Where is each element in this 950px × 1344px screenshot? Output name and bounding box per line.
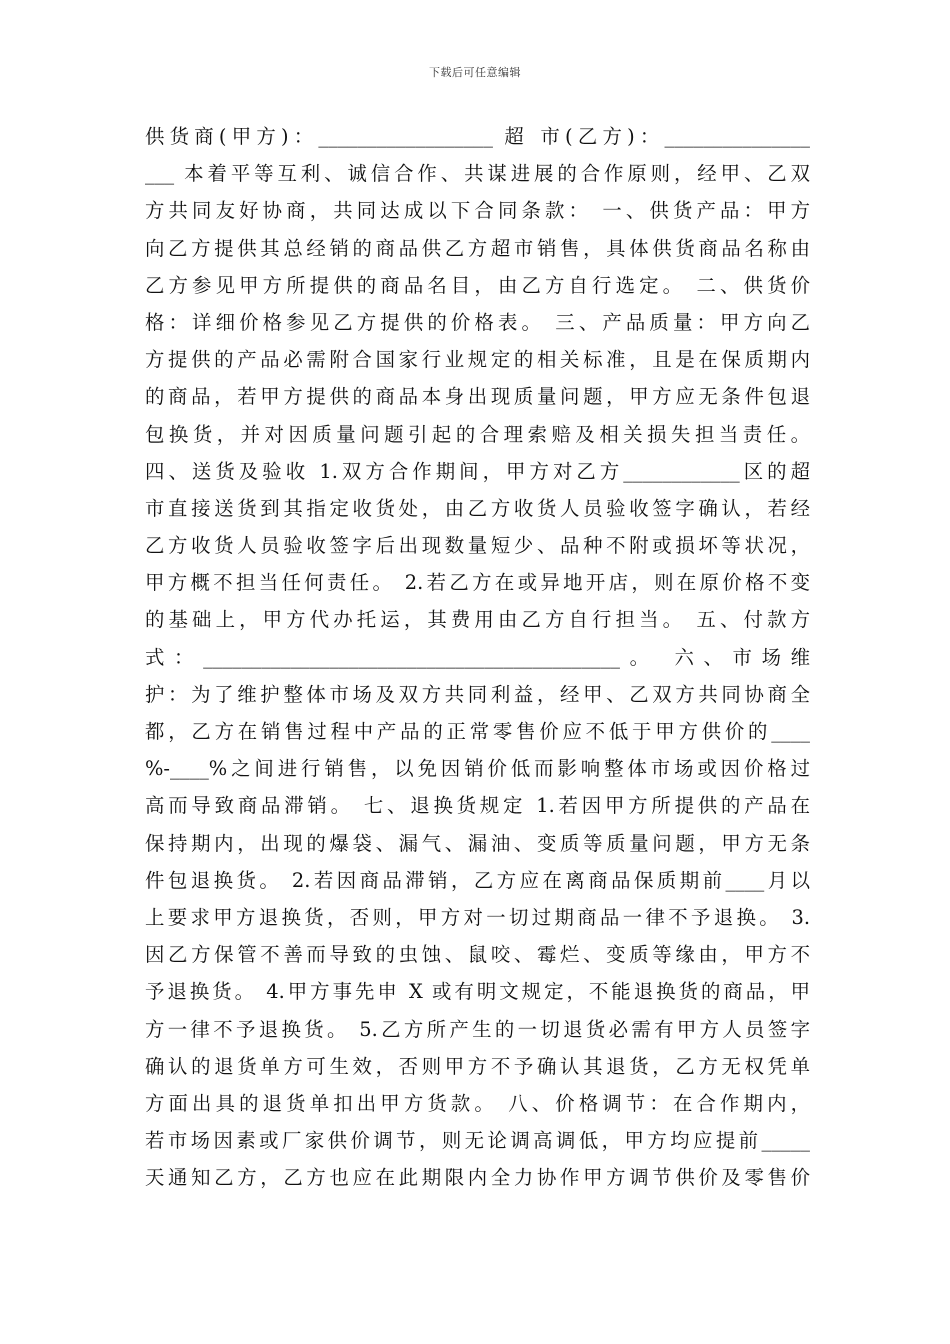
body-line: 都，乙方在销售过程中产品的正常零售价应不低于甲方供价的____	[145, 720, 810, 743]
body-line: 乙方参见甲方所提供的商品名目，由乙方自行选定。 二、供货价	[145, 273, 810, 297]
body-line: 甲方概不担当任何责任。 2.若乙方在或异地开店，则在原价格不变	[145, 571, 810, 595]
body-line: 四、送货及验收 1.双方合作期间，甲方对乙方____________区的超	[145, 459, 810, 483]
body-line: 天通知乙方，乙方也应在此期限内全力协作甲方调节供价及零售价	[145, 1166, 810, 1190]
body-line: 市直接送货到其指定收货处，由乙方收货人员验收签字确认，若经	[145, 496, 810, 520]
body-line: 方一律不予退换货。 5.乙方所产生的一切退货必需有甲方人员签字	[145, 1017, 810, 1041]
body-line: %-____%之间进行销售，以免因销价低而影响整体市场或因价格过	[145, 757, 810, 781]
body-line: 若市场因素或厂家供价调节，则无论调高调低，甲方均应提前_____	[145, 1129, 810, 1153]
body-line: 方面出具的退货单扣出甲方货款。 八、价格调节：在合作期内，	[145, 1091, 810, 1115]
body-line: 乙方收货人员验收签字后出现数量短少、品种不附或损坏等状况，	[145, 534, 810, 558]
body-line: 供货商(甲方)：__________________ 超 市(乙方)：_______________	[145, 125, 810, 148]
body-line: 方共同友好协商，共同达成以下合同条款： 一、供货产品：甲方	[145, 199, 810, 223]
body-line: 的基础上，甲方代办托运，其费用由乙方自行担当。 五、付款方	[145, 608, 810, 632]
body-line: 高而导致商品滞销。 七、退换货规定 1.若因甲方所提供的产品在	[145, 794, 810, 818]
body-line: 上要求甲方退换货，否则，甲方对一切过期商品一律不予退换。 3.	[145, 905, 810, 929]
body-line: 向乙方提供其总经销的商品供乙方超市销售，具体供货商品名称由	[145, 236, 810, 260]
page-header-note: 下载后可任意编辑	[429, 66, 521, 79]
body-line: 予退换货。 4.甲方事先申 X 或有明文规定，不能退换货的商品，甲	[145, 980, 810, 1004]
body-line: 方提供的产品必需附合国家行业规定的相关标准，且是在保质期内	[145, 348, 810, 372]
body-line: 确认的退货单方可生效，否则甲方不予确认其退货，乙方无权凭单	[145, 1054, 810, 1078]
body-line: ___ 本着平等互利、诚信合作、共谋进展的合作原则，经甲、乙双	[145, 162, 810, 186]
body-line: 件包退换货。 2.若因商品滞销，乙方应在离商品保质期前____月以	[145, 868, 810, 892]
body-line: 式：___________________________________________。 六、市场维	[145, 645, 810, 669]
body-line: 保持期内，出现的爆袋、漏气、漏油、变质等质量问题，甲方无条	[145, 831, 810, 855]
body-line: 因乙方保管不善而导致的虫蚀、鼠咬、霉烂、变质等缘由，甲方不	[145, 943, 810, 967]
body-line: 包换货，并对因质量问题引起的合理索赔及相关损失担当责任。	[145, 422, 810, 446]
contract-body	[145, 118, 810, 1196]
body-line: 的商品，若甲方提供的商品本身出现质量问题，甲方应无条件包退	[145, 385, 810, 409]
body-line: 格：详细价格参见乙方提供的价格表。 三、产品质量：甲方向乙	[145, 310, 810, 334]
body-line: 护：为了维护整体市场及双方共同利益，经甲、乙双方共同协商全	[145, 682, 810, 706]
